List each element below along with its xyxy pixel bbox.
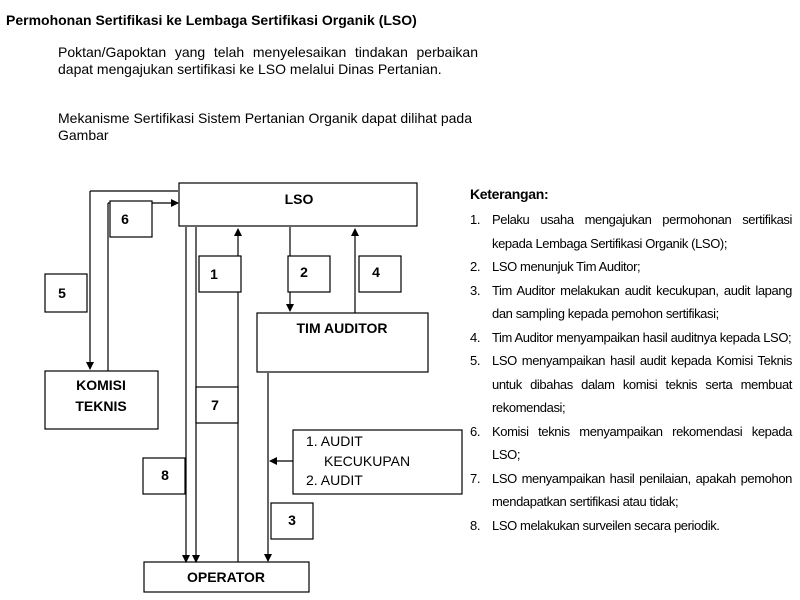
tim-auditor-label: TIM AUDITOR xyxy=(296,320,388,336)
legend-item-4 xyxy=(470,326,792,350)
legend-text: Komisi teknis menyampaikan rekomendasi kepada LSO; xyxy=(492,423,792,462)
step-7-label: 7 xyxy=(211,397,219,413)
intro-paragraph: Poktan/Gapoktan yang telah menyelesaikan tindakan perbaikan dapat mengajukan sertifikasi ke LSO melalui Dinas Pertanian. xyxy=(58,44,478,77)
legend-text: LSO menunjuk Tim Auditor; xyxy=(492,259,641,274)
step-6-box xyxy=(110,201,152,237)
legend-number: 7. xyxy=(470,470,481,486)
audit-note-line3: 2. AUDIT xyxy=(306,472,363,488)
legend-panel xyxy=(470,186,792,537)
legend-item-2 xyxy=(470,255,792,279)
legend-text: LSO melakukan surveilen secara periodik. xyxy=(492,517,720,533)
legend-text: LSO menyampaikan hasil audit kepada Komisi Teknis untuk dibahas dalam komisi teknis serta membuat rekomendasi; xyxy=(492,353,792,415)
step-4-label: 4 xyxy=(372,264,380,280)
legend-item-7 xyxy=(470,467,792,514)
step-1-box xyxy=(199,256,241,292)
legend-item-5 xyxy=(470,349,792,420)
step-5-label: 5 xyxy=(58,285,66,301)
mechanism-paragraph: Mekanisme Sertifikasi Sistem Pertanian Organik dapat dilihat pada Gambar xyxy=(58,110,472,143)
legend-text: Tim Auditor menyampaikan hasil auditnya kepada LSO; xyxy=(492,329,792,345)
legend-number: 1. xyxy=(470,212,481,227)
legend-text: LSO menyampaikan hasil penilaian, apakah pemohon mendapatkan sertifikasi atau tidak; xyxy=(492,470,792,509)
legend-item-6 xyxy=(470,420,792,467)
step-4-box xyxy=(359,256,401,292)
teknis-label: TEKNIS xyxy=(75,398,127,414)
lso-label: LSO xyxy=(284,191,314,207)
page-title: Permohonan Sertifikasi ke Lembaga Sertifikasi Organik (LSO) xyxy=(6,12,417,28)
step-6-label: 6 xyxy=(121,211,129,227)
legend-item-1 xyxy=(470,208,792,255)
komisi-label: KOMISI xyxy=(76,377,126,393)
step-2-label: 2 xyxy=(300,264,308,280)
legend-item-8 xyxy=(470,514,792,538)
audit-note-line1: 1. AUDIT xyxy=(306,433,363,449)
step-1-label: 1 xyxy=(210,266,218,282)
legend-item-3 xyxy=(470,279,792,326)
legend-number: 4. xyxy=(470,329,481,345)
audit-note-line2: KECUKUPAN xyxy=(324,453,411,469)
legend-number: 8. xyxy=(470,517,481,533)
legend-number: 3. xyxy=(470,282,481,298)
legend-number: 2. xyxy=(470,259,481,274)
step-8-label: 8 xyxy=(161,467,169,483)
step-5-box xyxy=(45,274,87,312)
legend-title: Keterangan: xyxy=(470,186,549,202)
legend-text: Tim Auditor melakukan audit kecukupan, audit lapang dan sampling kepada pemohon sertifikasi; xyxy=(492,282,792,321)
legend-number: 6. xyxy=(470,423,481,439)
step-3-label: 3 xyxy=(288,512,296,528)
operator-label: OPERATOR xyxy=(186,569,266,585)
legend-text: Pelaku usaha mengajukan permohonan sertifikasi kepada Lembaga Sertifikasi Organik (LSO); xyxy=(492,212,792,251)
legend-number: 5. xyxy=(470,353,481,368)
step-2-box xyxy=(288,256,330,292)
